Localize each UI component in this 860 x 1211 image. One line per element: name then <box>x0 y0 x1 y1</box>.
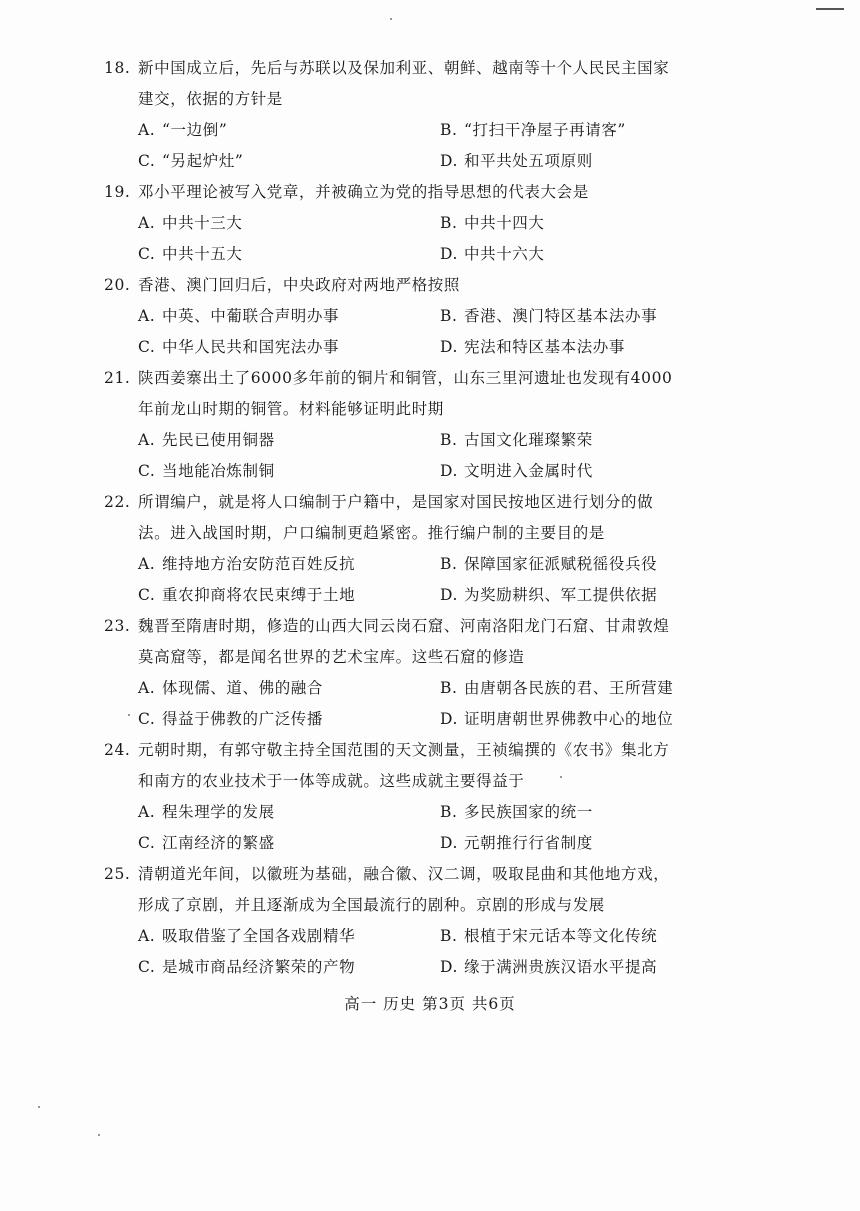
option-letter: A. <box>138 214 156 232</box>
question-20 <box>104 270 684 363</box>
option-text: 江南经济的繁盛 <box>162 834 275 852</box>
question-text: 魏晋至隋唐时期，修造的山西大同云岗石窟、河南洛阳龙门石窟、甘肃敦煌莫高窟等，都是闻名世界的艺术宝库。这些石窟的修造 <box>138 617 670 666</box>
option-letter: C. <box>138 152 156 170</box>
question-stem <box>104 270 684 301</box>
option-a <box>138 208 440 239</box>
option-list <box>104 425 684 487</box>
option-list <box>104 208 684 270</box>
option-text: 体现儒、道、佛的融合 <box>162 679 324 697</box>
question-stem <box>104 177 684 208</box>
question-text: 陕西姜寨出土了6000多年前的铜片和铜管，山东三里河遗址也发现有4000年前龙山时期的铜管。材料能够证明此时期 <box>138 369 673 418</box>
option-a <box>138 115 440 146</box>
option-text: 保障国家征派赋税徭役兵役 <box>464 555 658 573</box>
option-letter: B. <box>440 431 458 449</box>
option-b <box>440 797 718 828</box>
scan-dot <box>98 1134 100 1136</box>
option-d <box>440 332 718 363</box>
option-letter: A. <box>138 431 156 449</box>
option-text: 维持地方治安防范百姓反抗 <box>162 555 356 573</box>
question-text: 新中国成立后，先后与苏联以及保加利亚、朝鲜、越南等十个人民民主国家建交，依据的方针是 <box>138 59 670 108</box>
question-stem <box>104 363 684 425</box>
question-text: 所谓编户，就是将人口编制于户籍中，是国家对国民按地区进行划分的做法。进入战国时期，户口编制更趋紧密。推行编户制的主要目的是 <box>138 493 654 542</box>
question-number: 18. <box>104 59 131 77</box>
option-b <box>440 208 718 239</box>
option-text: 根植于宋元话本等文化传统 <box>464 927 658 945</box>
option-letter: A. <box>138 555 156 573</box>
option-letter: D. <box>440 245 459 263</box>
option-text: 中共十四大 <box>464 214 545 232</box>
option-c <box>138 456 440 487</box>
option-letter: B. <box>440 803 458 821</box>
question-text: 香港、澳门回归后，中央政府对两地严格按照 <box>138 276 461 294</box>
option-letter: D. <box>440 834 459 852</box>
option-d <box>440 146 718 177</box>
option-text: 重农抑商将农民束缚于土地 <box>162 586 356 604</box>
option-letter: A. <box>138 927 156 945</box>
option-text: 古国文化璀璨繁荣 <box>464 431 593 449</box>
option-b <box>440 301 718 332</box>
option-c <box>138 828 440 859</box>
option-a <box>138 301 440 332</box>
option-d <box>440 704 718 735</box>
option-text: “打扫干净屋子再请客” <box>464 121 626 139</box>
question-number: 19. <box>104 183 131 201</box>
question-stem <box>104 487 684 549</box>
question-number: 22. <box>104 493 131 511</box>
option-text: 中华人民共和国宪法办事 <box>162 338 340 356</box>
option-b <box>440 425 718 456</box>
question-number: 24. <box>104 741 131 759</box>
option-text: “一边倒” <box>162 121 228 139</box>
question-25 <box>104 859 684 983</box>
question-stem <box>104 53 684 115</box>
scan-dot <box>38 1106 40 1108</box>
option-c <box>138 704 440 735</box>
option-text: 中共十六大 <box>464 245 545 263</box>
option-list <box>104 797 684 859</box>
option-text: 吸取借鉴了全国各戏剧精华 <box>162 927 356 945</box>
option-c <box>138 332 440 363</box>
option-c <box>138 952 440 983</box>
option-letter: B. <box>440 679 458 697</box>
question-19 <box>104 177 684 270</box>
option-b <box>440 549 718 580</box>
option-d <box>440 952 718 983</box>
option-b <box>440 921 718 952</box>
option-c <box>138 146 440 177</box>
option-text: 和平共处五项原则 <box>464 152 593 170</box>
option-text: 香港、澳门特区基本法办事 <box>464 307 658 325</box>
question-stem <box>104 611 684 673</box>
question-stem <box>104 735 684 797</box>
option-letter: D. <box>440 958 459 976</box>
option-letter: A. <box>138 679 156 697</box>
option-b <box>440 115 718 146</box>
option-letter: D. <box>440 338 459 356</box>
option-text: “另起炉灶” <box>162 152 244 170</box>
option-letter: C. <box>138 462 156 480</box>
option-letter: B. <box>440 121 458 139</box>
question-text: 清朝道光年间，以徽班为基础，融合徽、汉二调，吸取昆曲和其他地方戏，形成了京剧，并且逐渐成为全国最流行的剧种。京剧的形成与发展 <box>138 865 670 914</box>
question-list <box>104 53 684 983</box>
option-letter: C. <box>138 710 156 728</box>
question-24 <box>104 735 684 859</box>
option-a <box>138 797 440 828</box>
question-text: 邓小平理论被写入党章，并被确立为党的指导思想的代表大会是 <box>138 183 589 201</box>
option-text: 文明进入金属时代 <box>464 462 593 480</box>
option-a <box>138 921 440 952</box>
page-footer: 高一 历史 第3页 共6页 <box>344 995 516 1013</box>
option-list <box>104 115 684 177</box>
option-letter: B. <box>440 307 458 325</box>
option-text: 元朝推行行省制度 <box>464 834 593 852</box>
option-d <box>440 239 718 270</box>
option-letter: B. <box>440 927 458 945</box>
question-text: 元朝时期，有郭守敬主持全国范围的天文测量，王祯编撰的《农书》集北方和南方的农业技术于一体等成就。这些成就主要得益于 <box>138 741 670 790</box>
option-c <box>138 580 440 611</box>
option-text: 由唐朝各民族的君、王所营建 <box>464 679 674 697</box>
option-d <box>440 456 718 487</box>
question-stem <box>104 859 684 921</box>
question-21 <box>104 363 684 487</box>
option-letter: C. <box>138 586 156 604</box>
option-letter: A. <box>138 121 156 139</box>
option-text: 中共十五大 <box>162 245 243 263</box>
question-number: 23. <box>104 617 131 635</box>
option-letter: B. <box>440 555 458 573</box>
option-letter: D. <box>440 710 459 728</box>
option-letter: D. <box>440 586 459 604</box>
option-text: 当地能冶炼制铜 <box>162 462 275 480</box>
option-text: 多民族国家的统一 <box>464 803 593 821</box>
option-letter: C. <box>138 245 156 263</box>
question-22 <box>104 487 684 611</box>
option-letter: B. <box>440 214 458 232</box>
option-text: 为奖励耕织、军工提供依据 <box>464 586 658 604</box>
question-number: 21. <box>104 369 131 387</box>
option-text: 中共十三大 <box>162 214 243 232</box>
option-list <box>104 301 684 363</box>
option-a <box>138 673 440 704</box>
option-letter: C. <box>138 958 156 976</box>
option-text: 宪法和特区基本法办事 <box>464 338 626 356</box>
option-text: 得益于佛教的广泛传播 <box>162 710 324 728</box>
option-text: 证明唐朝世界佛教中心的地位 <box>464 710 674 728</box>
option-text: 程朱理学的发展 <box>162 803 275 821</box>
question-number: 25. <box>104 865 131 883</box>
scan-mark <box>816 8 844 10</box>
question-number: 20. <box>104 276 131 294</box>
option-letter: A. <box>138 307 156 325</box>
option-text: 缘于满洲贵族汉语水平提高 <box>464 958 658 976</box>
option-a <box>138 549 440 580</box>
scan-dot <box>390 18 392 20</box>
option-letter: C. <box>138 834 156 852</box>
option-text: 中英、中葡联合声明办事 <box>162 307 340 325</box>
option-text: 先民已使用铜器 <box>162 431 275 449</box>
option-b <box>440 673 718 704</box>
option-list <box>104 921 684 983</box>
option-d <box>440 580 718 611</box>
option-letter: D. <box>440 152 459 170</box>
option-list <box>104 673 684 735</box>
option-text: 是城市商品经济繁荣的产物 <box>162 958 356 976</box>
option-a <box>138 425 440 456</box>
option-d <box>440 828 718 859</box>
option-c <box>138 239 440 270</box>
question-23 <box>104 611 684 735</box>
option-letter: A. <box>138 803 156 821</box>
option-letter: C. <box>138 338 156 356</box>
question-18 <box>104 53 684 177</box>
option-letter: D. <box>440 462 459 480</box>
option-list <box>104 549 684 611</box>
